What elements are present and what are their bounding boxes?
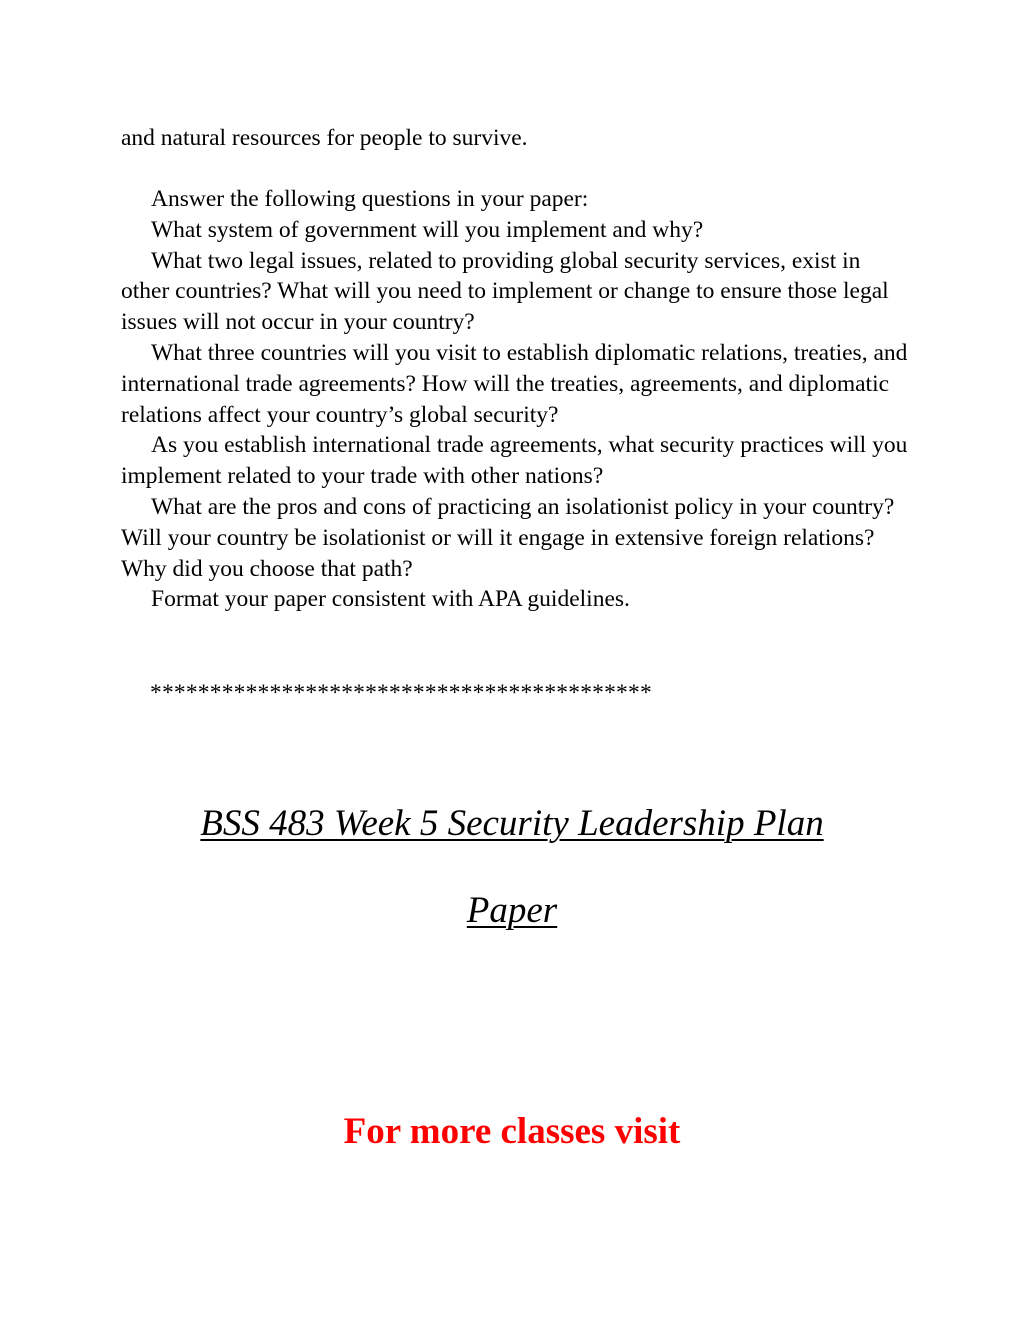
- document-title-line1: [0, 802, 1024, 846]
- question-apa-format: Format your paper consistent with APA guidelines.: [151, 586, 630, 613]
- questions-block: [121, 184, 911, 615]
- separator-stars: ******************************************: [150, 680, 652, 706]
- questions-intro: Answer the following questions in your paper:: [151, 186, 589, 212]
- continuation-paragraph: and natural resources for people to survive.: [121, 125, 528, 151]
- question-legal-issues: What two legal issues, related to providing global security services, exist in other countries? What will you need to implement or change to ensure those legal issues will not occur in your country?: [121, 247, 889, 336]
- question-isolationist-policy: What are the pros and cons of practicing an isolationist policy in your country? Will your country be isolationist or will it engage in extensive foreign relations? Why did you choose that path?: [121, 493, 895, 582]
- question-trade-security: As you establish international trade agreements, what security practices will you implement related to your trade with other nations?: [121, 432, 908, 490]
- document-title-line2: [0, 889, 1024, 933]
- document-title-link-continued[interactable]: Paper: [466, 890, 558, 931]
- document-title-link[interactable]: BSS 483 Week 5 Security Leadership Plan: [200, 803, 824, 844]
- question-diplomatic-relations: What three countries will you visit to establish diplomatic relations, treaties, and international trade agreements? How will the treaties, agreements, and diplomatic relations affect your country’s global security?: [121, 339, 908, 428]
- promo-heading: For more classes visit: [343, 1111, 681, 1152]
- question-government: What system of government will you implement and why?: [151, 216, 704, 243]
